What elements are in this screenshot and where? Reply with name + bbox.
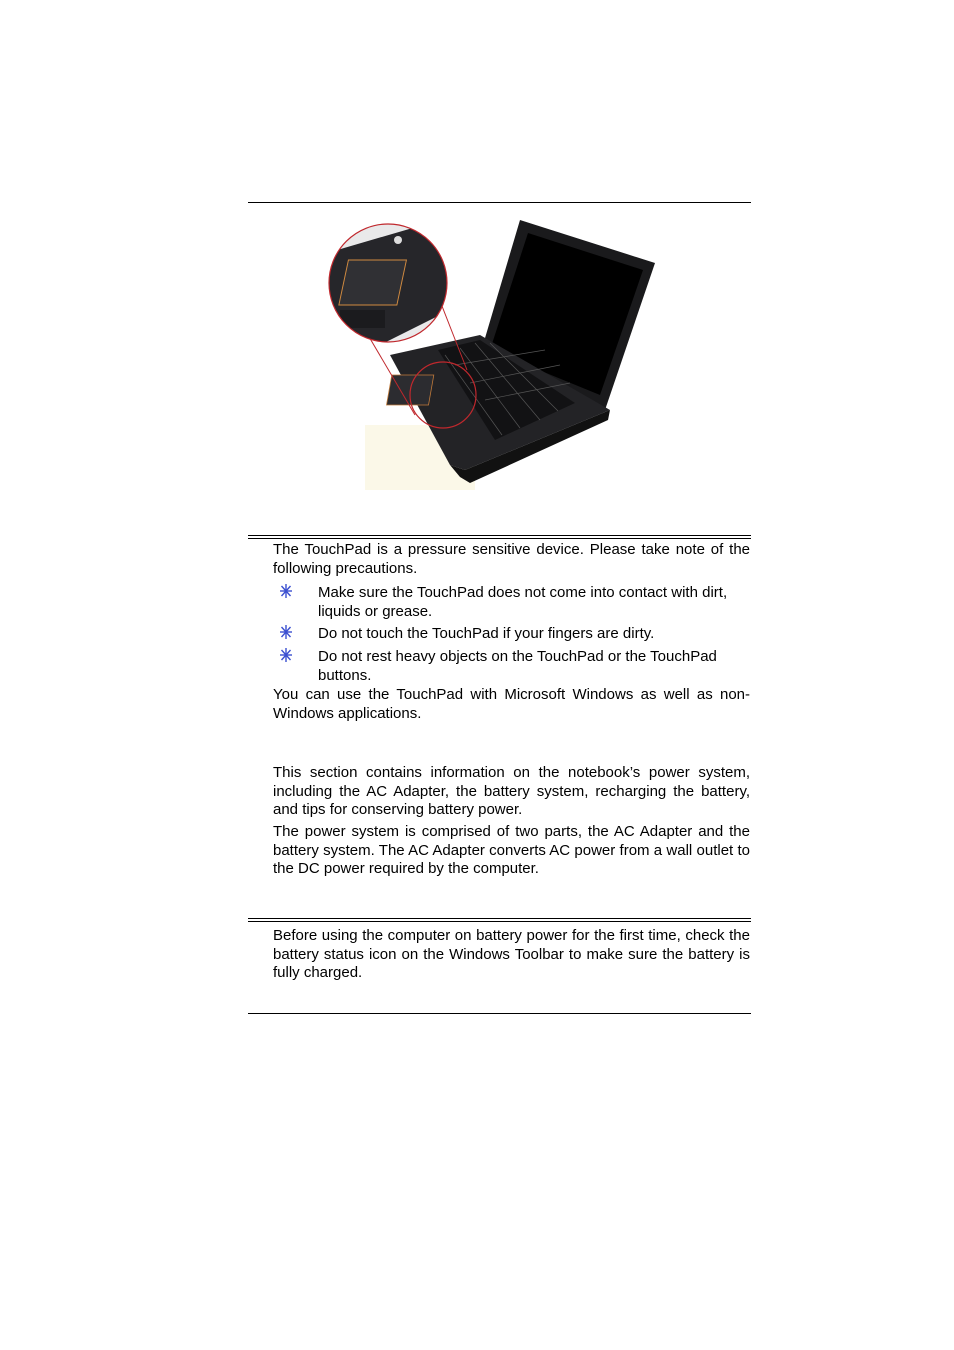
power-para-1: This section contains information on the notebook’s power system, including the AC Adapter, the battery system, recharging the battery, and tips for conserving battery power. [273, 764, 750, 818]
battery-para: Before using the computer on battery power for the first time, check the battery status icon on the Windows Toolbar to make sure the battery is fully charged. [273, 927, 750, 981]
precaution-text: Do not rest heavy objects on the TouchPad or the TouchPad buttons. [318, 648, 717, 684]
asterisk-bullet-icon [279, 583, 293, 599]
touchpad-compat: You can use the TouchPad with Microsoft Windows as well as non-Windows applications. [273, 686, 750, 722]
asterisk-bullet-icon [279, 624, 293, 640]
touchpad-intro: The TouchPad is a pressure sensitive device. Please take note of the following precautions. [273, 541, 750, 577]
top-rule [248, 202, 751, 203]
asterisk-bullet-icon [279, 647, 293, 663]
power-para-2: The power system is comprised of two parts, the AC Adapter and the battery system. The AC Adapter converts AC power from a wall outlet to the DC power required by the computer. [273, 823, 750, 877]
bottom-rule [248, 1013, 751, 1014]
precaution-text: Make sure the TouchPad does not come into contact with dirt, liquids or grease. [318, 584, 728, 620]
laptop-touchpad-illustration [320, 215, 665, 490]
touchpad-section-rule [248, 535, 751, 539]
precaution-text: Do not touch the TouchPad if your fingers are dirty. [318, 625, 655, 642]
battery-section-rule [248, 918, 751, 922]
